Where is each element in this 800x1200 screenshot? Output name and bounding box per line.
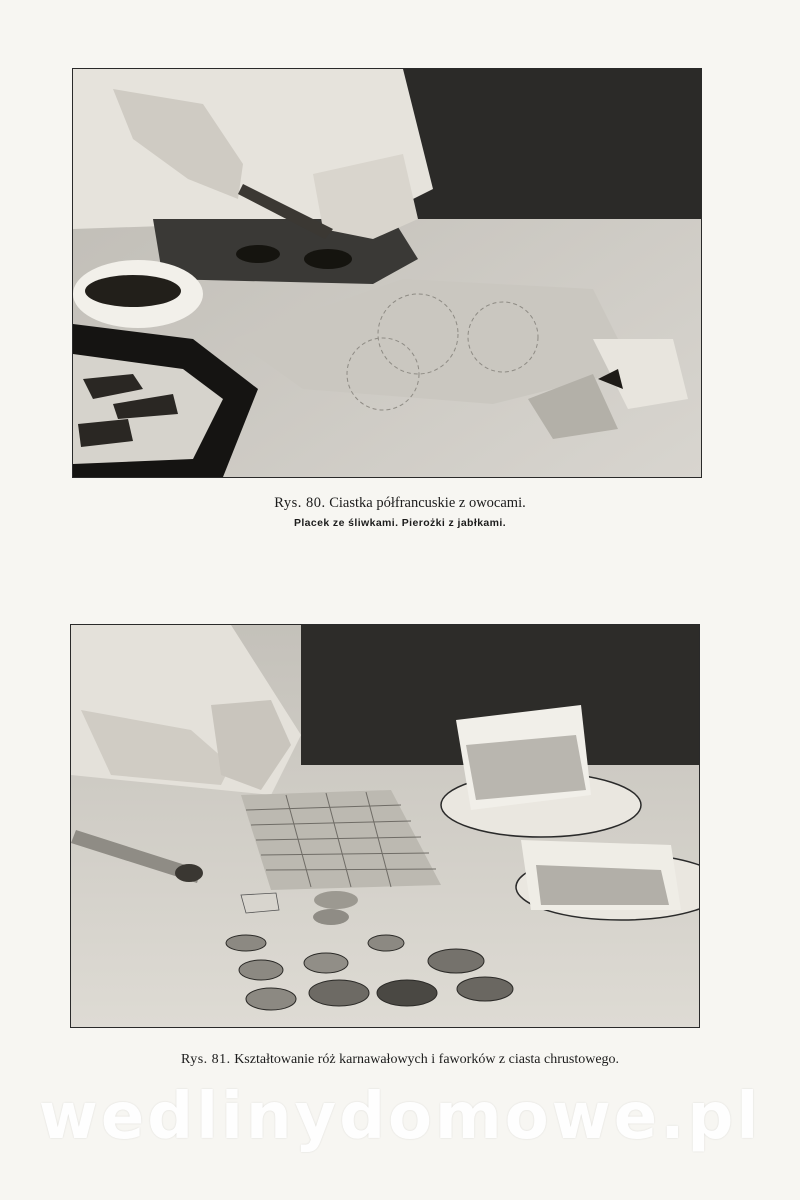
figure-80-label: Rys. 80. bbox=[274, 495, 326, 511]
figure-80-photo bbox=[72, 68, 702, 478]
figure-81-caption-text: Kształtowanie róż karnawałowych i faworków z ciasta chrustowego. bbox=[234, 1052, 620, 1067]
figure-81-label: Rys. 81. bbox=[180, 1052, 231, 1067]
figure-81-caption bbox=[0, 1052, 800, 1068]
figure-81-illustration bbox=[71, 625, 699, 1027]
figure-80-caption-text: Ciastka półfrancuskie z owocami. bbox=[329, 495, 526, 511]
watermark: wedlinydomowe.pl bbox=[38, 1080, 762, 1154]
figure-81-photo bbox=[70, 624, 700, 1028]
figure-80-caption bbox=[0, 495, 800, 512]
figure-80-illustration bbox=[73, 69, 701, 477]
figure-80-subcaption: Placek ze śliwkami. Pierożki z jabłkami. bbox=[293, 517, 507, 529]
